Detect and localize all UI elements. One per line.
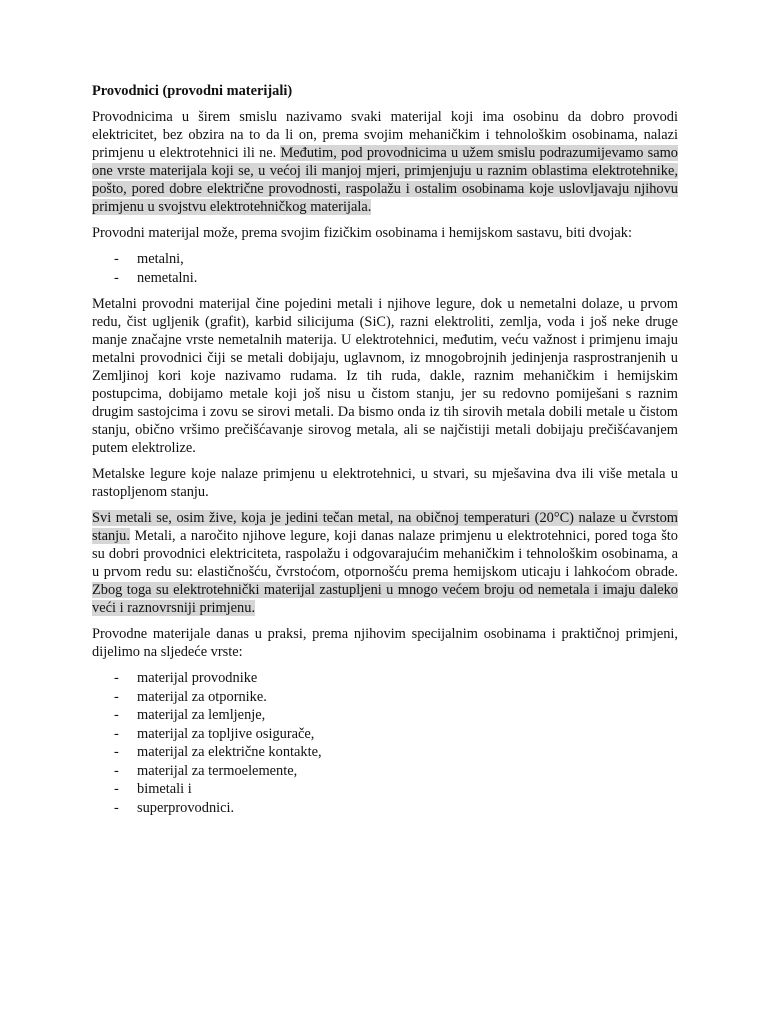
paragraph-conductors-definition: [92, 108, 678, 216]
list-item: - materijal za topljive osigurače,: [92, 725, 678, 744]
highlighted-text: Zbog toga su elektrotehnički materijal zastupljeni u mnogo većem broju od nemetala i imaju daleko veći i raznovrsniji primjenu.: [92, 582, 678, 616]
paragraph-text: Provodnicima u širem smislu nazivamo svaki materijal koji ima osobinu da dobro provodi elektricitet, bez obzira na to da li on, prema svojim mehaničkim i tehnološkim osobinama, nalazi primjenu u elektrotehnici ili ne.: [92, 109, 678, 161]
paragraph-material-types: Provodni materijal može, prema svojim fizičkim osobinama i hemijskom sastavu, biti dvojak:: [92, 225, 632, 241]
paragraph-text: Metali, a naročito njihove legure, koji danas nalaze primjenu u elektrotehnici, pored toga što su dobri provodnici elektriciteta, raspolažu i odgovarajućim mehaničkim i tehnološkim osobinama, a u prvom redu su: elastičnošću, čvrstoćom, otpornošću prema hemijskom uticaju i lahkoćom obrade.: [92, 528, 678, 580]
list-item: - materijal za lemljenje,: [92, 706, 678, 725]
list-item: - superprovodnici.: [92, 799, 678, 818]
list-item: - materijal za termoelemente,: [92, 762, 678, 781]
paragraph-alloys: Metalske legure koje nalaze primjenu u elektrotehnici, u stvari, su mješavina dva ili više metala u rastopljenom stanju.: [92, 466, 678, 500]
list-item: - metalni,: [92, 250, 678, 269]
material-types-list: [92, 250, 678, 287]
list-item: - materijal provodnike: [92, 669, 678, 688]
list-item: - bimetali i: [92, 780, 678, 799]
paragraph-classification: Provodne materijale danas u praksi, prema njihovim specijalnim osobinama i praktičnoj primjeni, dijelimo na sljedeće vrste:: [92, 626, 678, 660]
highlighted-text: Svi metali se, osim žive, koja je jedini tečan metal, na običnoj temperaturi (20°C) nalaze u čvrstom stanju.: [92, 510, 678, 544]
list-item: - materijal za otpornike.: [92, 688, 678, 707]
classification-list: [92, 669, 678, 817]
list-item: - nemetalni.: [92, 269, 678, 288]
list-item: - materijal za električne kontakte,: [92, 743, 678, 762]
highlighted-text: Međutim, pod provodnicima u užem smislu podrazumijevamo samo one vrste materijala koji se, u većoj ili manjoj mjeri, primjenjuju u raznim oblastima elektrotehnike, pošto, pored dobre električne provodnosti, raspolažu i ostalim osobinama koje uslovljavaju njihovu primjenu u svojstvu elektrotehničkog materijala.: [92, 145, 678, 215]
paragraph-metals-properties: [92, 509, 678, 617]
paragraph-metallic-materials: Metalni provodni materijal čine pojedini metali i njihove legure, dok u nemetalni dolaze, u prvom redu, čist ugljenik (grafit), karbid silicijuma (SiC), razni elektroliti, zemlja, voda i još neke druge manje značajne vrste nemetalnih materija. U elektrotehnici, međutim, veću važnost i primjenu imaju metalni provodnici čiji se metali dobijaju, uglavnom, iz mnogobrojnih jedinjenja rasprostranjenih u Zemljinoj kori koje nazivamo rudama. Iz tih ruda, dakle, raznim mehaničkim i hemijskim postupcima, dobijamo metale koji još nisu u čistom stanju, jer su redovno pomiješani s raznim drugim sastojcima i zovu se sirovi metali. Da bismo onda iz tih sirovih metala dobili metale u čistom stanju, obično vršimo prečišćavanje sirovog metala, ali se najčistiji metali dobijaju prečišćavanjem putem elektrolize.: [92, 296, 678, 456]
section-title: Provodnici (provodni materijali): [92, 83, 293, 99]
